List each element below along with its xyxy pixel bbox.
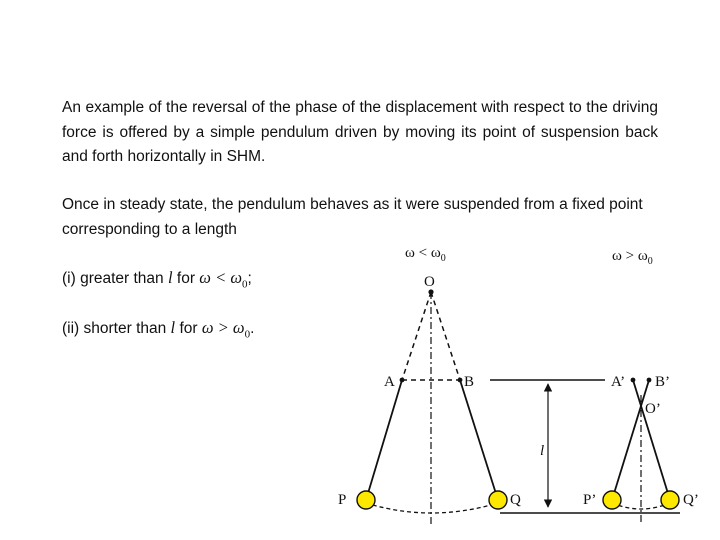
right-string-p	[612, 380, 649, 500]
omega0-subscript: 0	[244, 328, 251, 341]
point-a	[400, 378, 405, 383]
item-end: ;	[247, 270, 252, 287]
relation-symbol: >	[217, 318, 229, 337]
omega0-subscript: 0	[242, 278, 248, 291]
point-o	[428, 289, 433, 294]
label-a: A	[384, 374, 395, 390]
left-condition-label: $\omega < \omega_0$	[405, 245, 446, 264]
omega-symbol: ω	[201, 318, 214, 337]
relation-symbol: <	[215, 268, 227, 287]
bob-p	[357, 491, 375, 509]
item-for: for	[176, 270, 195, 287]
left-arc	[366, 503, 498, 513]
label-o: O	[424, 274, 435, 290]
right-string-q	[633, 380, 670, 500]
right-condition-label: $\omega > \omega_0$	[612, 248, 653, 267]
left-dashed-string-b	[431, 292, 460, 380]
label-length: l	[540, 443, 545, 459]
intro-paragraph: An example of the reversal of the phase of the displacement with respect to the driving force is offered by a simple pendulum driven by moving its point of suspension back and forth horizontally in SHM.	[62, 99, 658, 165]
label-b-prime: B’	[655, 374, 670, 390]
bob-p-prime	[603, 491, 621, 509]
steady-state-paragraph: Once in steady state, the pendulum behaves as it were suspended from a fixed point corresponding to a length	[62, 196, 643, 238]
omega0-symbol: ω	[232, 318, 245, 337]
left-dashed-string-a	[402, 292, 431, 380]
length-variable: l	[170, 318, 176, 337]
label-p: P	[338, 492, 347, 508]
point-a-prime	[631, 378, 636, 383]
length-variable: l	[167, 268, 173, 287]
item-for: for	[179, 320, 198, 337]
omega-symbol: ω	[199, 268, 211, 287]
bob-q-prime	[661, 491, 679, 509]
label-a-prime: A’	[611, 374, 626, 390]
left-string-p	[366, 380, 402, 500]
point-b	[458, 378, 463, 383]
label-q-prime: Q’	[683, 492, 699, 508]
omega0-symbol: ω	[230, 268, 242, 287]
label-p-prime: P’	[583, 492, 597, 508]
label-o-prime: O’	[645, 401, 661, 417]
bob-q	[489, 491, 507, 509]
left-string-q	[460, 380, 498, 500]
label-q: Q	[510, 492, 521, 508]
item-prefix: (i) greater than	[62, 270, 164, 287]
item-end: .	[250, 320, 255, 337]
point-b-prime	[647, 378, 652, 383]
label-b: B	[464, 374, 475, 390]
item-prefix: (ii) shorter than	[62, 320, 167, 337]
